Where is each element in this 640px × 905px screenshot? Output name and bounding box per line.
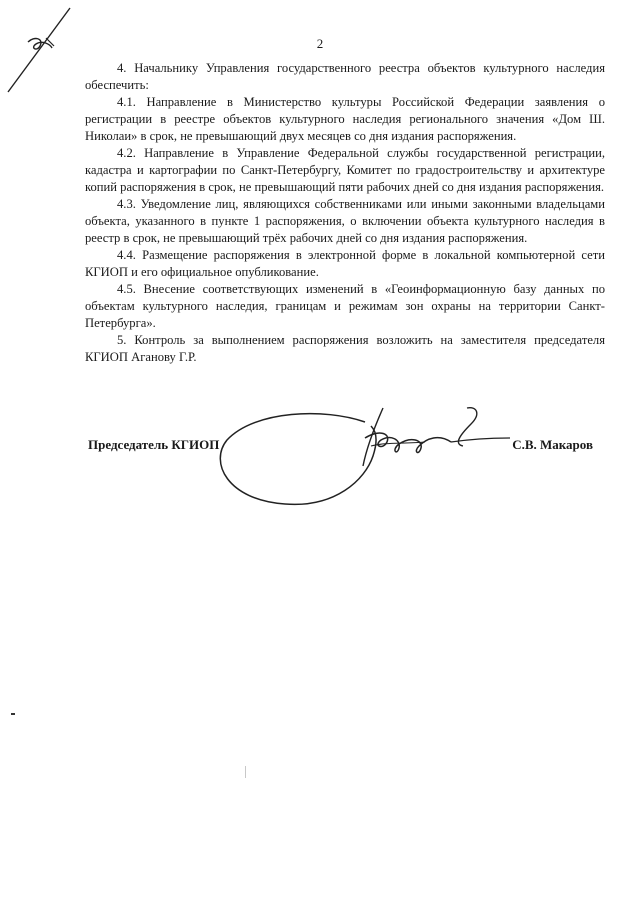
paragraph-item-4: 4. Начальнику Управления государственного реестра объектов культурного наследия обеспечить: <box>85 61 605 92</box>
signatory-title: Председатель КГИОП <box>88 437 220 452</box>
scan-artifact-line <box>245 766 246 778</box>
paragraph-item-4-2: 4.2. Направление в Управление Федеральной службы государственной регистрации, кадастра и картографии по Санкт-Петербургу, Комитет по градостроительству и архитектуре копий распоряжения в срок, не превышающий пяти рабочих дней со дня издания распоряжения. <box>85 146 605 194</box>
paragraph-item-4-4: 4.4. Размещение распоряжения в электронной форме в локальной компьютерной сети КГИОП и его официальное опубликование. <box>85 248 605 279</box>
document-body <box>85 60 605 366</box>
page-number: 2 <box>316 36 324 51</box>
paragraph-item-4-3: 4.3. Уведомление лиц, являющихся собственниками или иными законными владельцами объекта, указанного в пункте 1 распоряжения, о включении объекта культурного наследия в реестр в срок, не превышающий трёх рабочих дней со дня издания распоряжения. <box>85 197 605 245</box>
paragraph-item-5: 5. Контроль за выполнением распоряжения возложить на заместителя председателя КГИОП Аганову Г.Р. <box>85 333 605 364</box>
signatory-name: С.В. Макаров <box>512 437 593 452</box>
scan-artifact-mark <box>11 713 15 715</box>
handwritten-signature <box>215 400 515 510</box>
paragraph-item-4-5: 4.5. Внесение соответствующих изменений в «Геоинформационную базу данных по объектам культурного наследия, границам и режимам зон охраны на территории Санкт-Петербурга». <box>85 282 605 330</box>
paragraph-item-4-1: 4.1. Направление в Министерство культуры Российской Федерации заявления о регистрации в реестре объектов культурного наследия регионального значения «Дом Ш. Николаи» в срок, не превышающий двух месяцев со дня издания распоряжения. <box>85 95 605 143</box>
